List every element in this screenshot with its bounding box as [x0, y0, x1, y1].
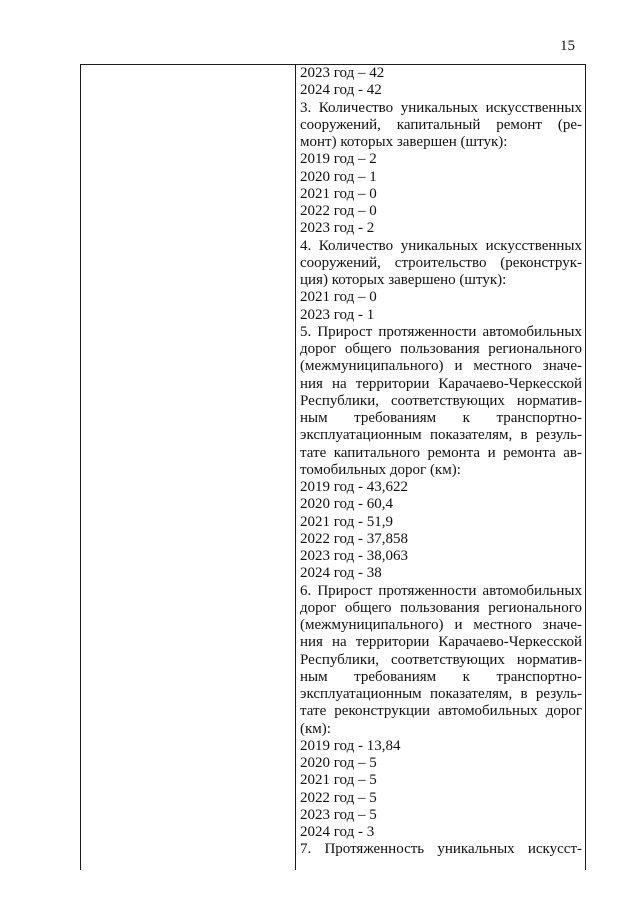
- text-line: сооружений, строительство (реконструк-: [300, 254, 582, 271]
- text-line: 2020 год – 5: [300, 755, 377, 771]
- text-line: 2020 год – 1: [300, 168, 377, 185]
- text-line: (км):: [300, 720, 331, 737]
- text-line: ным требованиям к транспортно-: [300, 668, 582, 685]
- text-line: 2023 год - 2: [300, 220, 375, 237]
- text-line: ным требованиям к транспортно-: [300, 410, 582, 426]
- page-number: 15: [560, 38, 575, 54]
- text-line: эксплуатационным показателям, в резуль-: [300, 427, 582, 444]
- text-line: 2023 год – 5: [300, 806, 377, 823]
- text-line: 2022 год – 0: [300, 203, 377, 219]
- text-line: ния на территории Карачаево-Черкесской: [300, 375, 582, 392]
- text-line: 2019 год - 13,84: [300, 737, 401, 754]
- indicator-table: [80, 64, 586, 870]
- text-line: 5. Прирост протяженности автомобильных: [300, 323, 582, 340]
- text-line: дорог общего пользования регионального: [300, 341, 582, 357]
- text-line: Республики, соответствующих норматив-: [300, 392, 582, 409]
- text-line: эксплуатационным показателям, в резуль-: [300, 686, 582, 702]
- text-line: 2021 год – 0: [300, 185, 377, 202]
- text-line: 2019 год – 2: [300, 151, 377, 168]
- indicator-values-cell: [300, 65, 582, 859]
- text-line: 4. Количество уникальных искусственных: [300, 237, 582, 254]
- text-line: 2024 год - 38: [300, 565, 382, 582]
- text-line: томобильных дорог (км):: [300, 461, 461, 478]
- text-line: (межмуниципального) и местного значе-: [300, 358, 582, 375]
- text-line: Республики, соответствующих норматив-: [300, 651, 582, 668]
- text-line: 2021 год – 5: [300, 772, 377, 789]
- text-line: тате реконструкции автомобильных дорог: [300, 703, 582, 720]
- text-line: ния на территории Карачаево-Черкесской: [300, 634, 582, 651]
- text-line: 2022 год – 5: [300, 789, 377, 806]
- text-line: монт) которых завершен (штук):: [300, 134, 508, 150]
- text-line: ция) которых завершено (штук):: [300, 272, 507, 288]
- text-line: 2020 год - 60,4: [300, 496, 393, 513]
- text-line: 2023 год - 38,063: [300, 548, 408, 564]
- text-line: 6. Прирост протяженности автомобильных: [300, 582, 582, 599]
- text-line: 2019 год - 43,622: [300, 479, 408, 495]
- text-line: сооружений, капитальный ремонт (ре-: [300, 116, 582, 133]
- text-line: 7. Протяженность уникальных искусст-: [300, 841, 582, 858]
- text-line: 2023 год – 42: [300, 65, 385, 81]
- text-line: 2024 год - 42: [300, 82, 382, 99]
- column-divider: [295, 65, 296, 870]
- text-line: 2023 год - 1: [300, 306, 375, 323]
- text-line: (межмуниципального) и местного значе-: [300, 617, 582, 633]
- text-line: 2021 год – 0: [300, 289, 377, 306]
- text-line: 2021 год - 51,9: [300, 513, 393, 530]
- text-line: дорог общего пользования регионального: [300, 599, 582, 616]
- text-line: 2024 год - 3: [300, 824, 375, 840]
- text-line: тате капитального ремонта и ремонта ав-: [300, 444, 582, 461]
- text-line: 2022 год - 37,858: [300, 530, 408, 547]
- text-line: 3. Количество уникальных искусственных: [300, 99, 582, 116]
